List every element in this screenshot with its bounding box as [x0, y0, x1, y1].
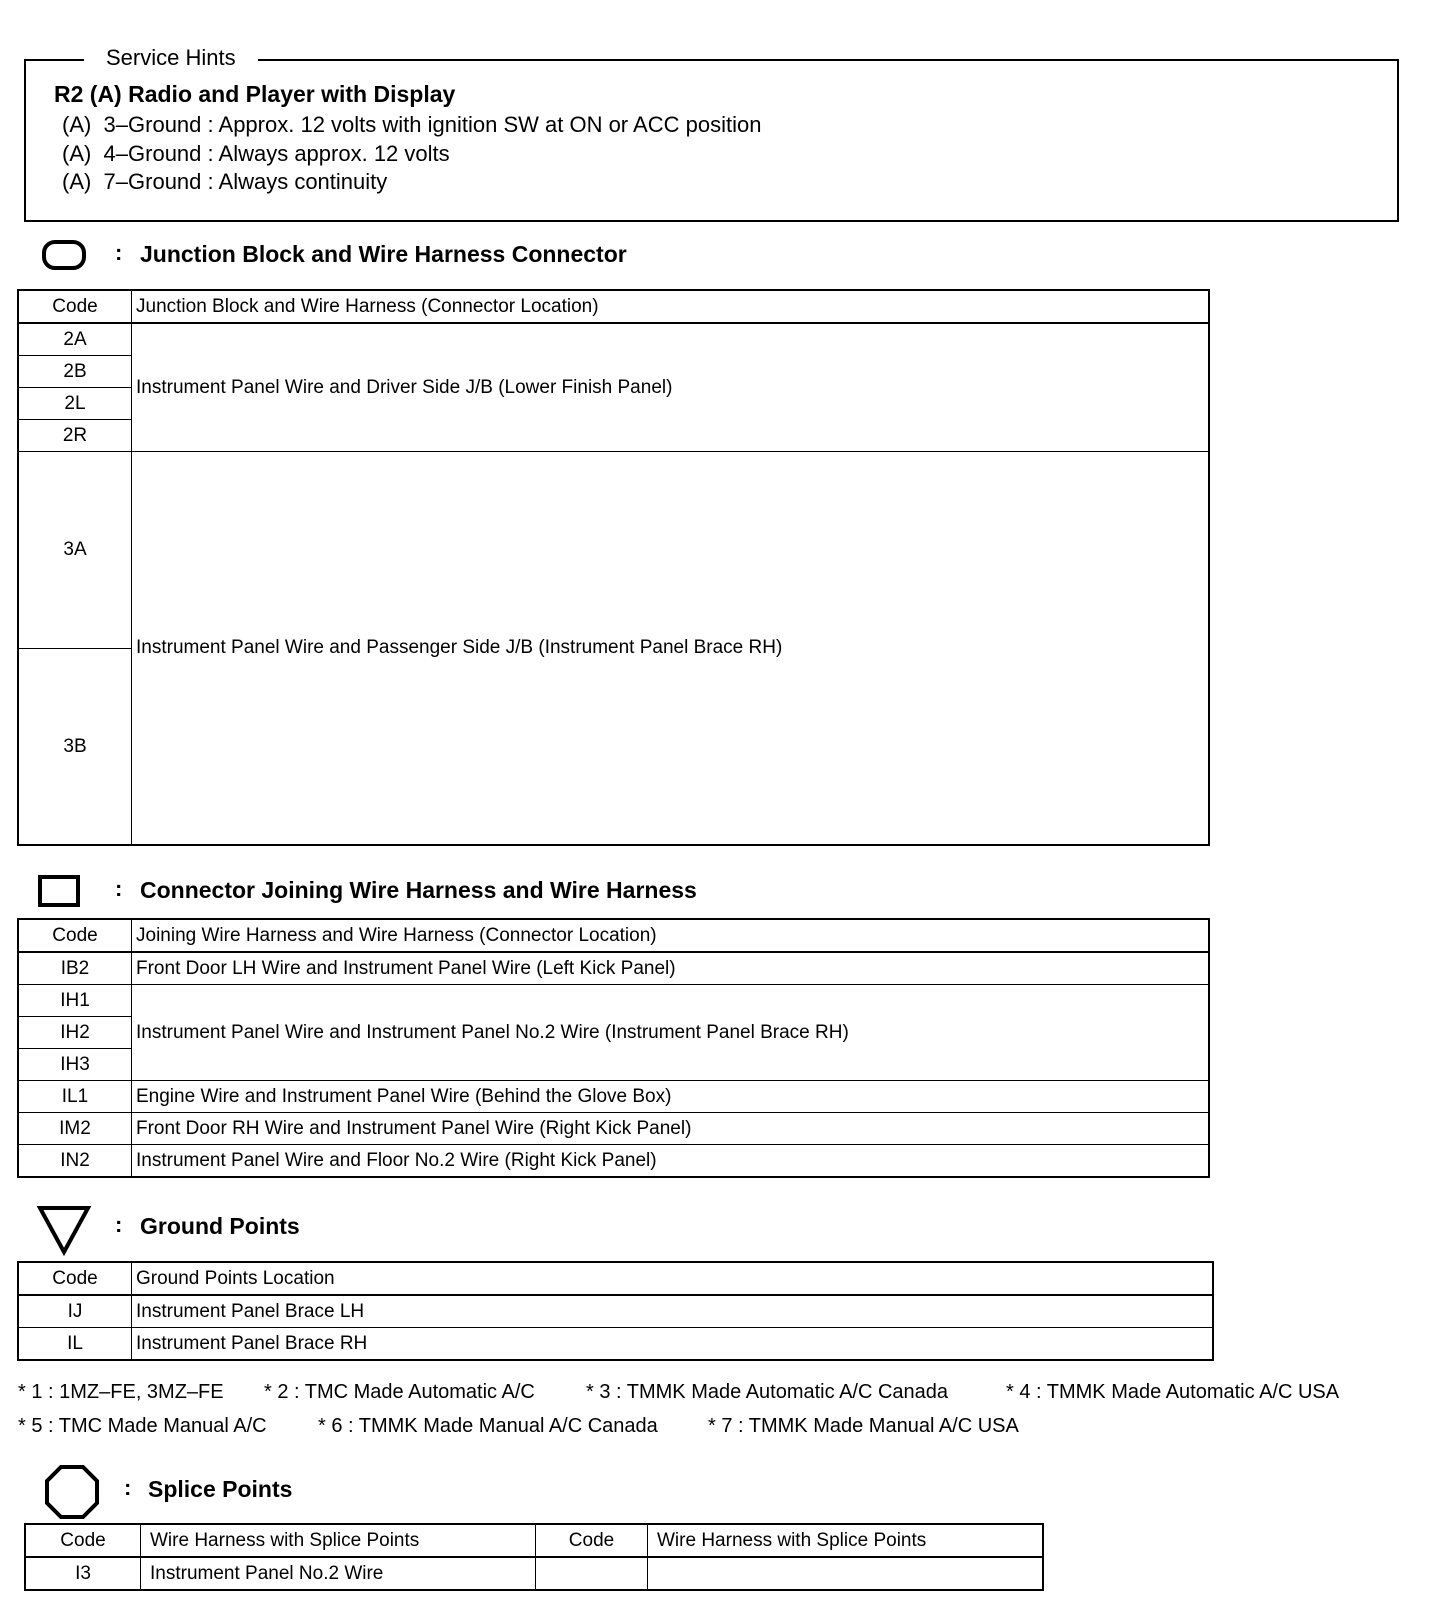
code-cell: IN2 — [19, 1145, 132, 1177]
code-cell: IB2 — [19, 952, 132, 985]
code-cell: IH3 — [19, 1049, 132, 1081]
service-hint-line: (A) 3–Ground : Approx. 12 volts with ignition SW at ON or ACC position — [62, 112, 762, 137]
heading-colon: : — [124, 1475, 132, 1500]
table-header-row — [19, 920, 1209, 953]
code-cell: IJ — [19, 1295, 132, 1328]
heading-colon: : — [115, 240, 123, 265]
header-location: Joining Wire Harness and Wire Harness (Connector Location) — [132, 920, 1209, 953]
code-cell: IL — [19, 1328, 132, 1360]
code-cell — [536, 1557, 648, 1590]
harness-cell — [648, 1557, 1043, 1590]
table-row — [19, 323, 1209, 356]
location-cell: Instrument Panel Wire and Driver Side J/B (Lower Finish Panel) — [132, 323, 1209, 452]
rounded-rectangle-icon — [40, 238, 90, 272]
down-triangle-icon — [36, 1204, 94, 1256]
header-location: Junction Block and Wire Harness (Connector Location) — [132, 291, 1209, 324]
connector-joining-heading: Connector Joining Wire Harness and Wire Harness — [140, 877, 697, 903]
code-cell: IH1 — [19, 985, 132, 1017]
heading-colon: : — [115, 876, 123, 901]
table-row — [19, 452, 1209, 649]
header-code: Code — [26, 1525, 141, 1558]
splice-points-heading: Splice Points — [148, 1476, 293, 1502]
footnote: * 2 : TMC Made Automatic A/C — [264, 1381, 535, 1403]
header-code: Code — [536, 1525, 648, 1558]
location-cell: Instrument Panel Brace RH — [132, 1328, 1213, 1360]
footnote: * 5 : TMC Made Manual A/C — [18, 1415, 267, 1437]
ground-points-heading: Ground Points — [140, 1213, 300, 1239]
connector-joining-table — [18, 919, 1209, 1177]
footnote: * 1 : 1MZ–FE, 3MZ–FE — [18, 1381, 224, 1403]
octagon-icon — [42, 1462, 102, 1522]
code-cell: 2R — [19, 420, 132, 452]
location-cell: Front Door RH Wire and Instrument Panel Wire (Right Kick Panel) — [132, 1113, 1209, 1145]
header-harness: Wire Harness with Splice Points — [648, 1525, 1043, 1558]
table-row — [19, 1113, 1209, 1145]
location-cell: Instrument Panel Brace LH — [132, 1295, 1213, 1328]
table-row — [19, 952, 1209, 985]
code-cell: IH2 — [19, 1017, 132, 1049]
code-cell: I3 — [26, 1557, 141, 1590]
table-row — [19, 1145, 1209, 1177]
table-header-row — [19, 291, 1209, 324]
table-header-row — [19, 1263, 1213, 1296]
header-harness: Wire Harness with Splice Points — [141, 1525, 536, 1558]
junction-block-table — [18, 290, 1209, 845]
service-hints-legend: Service Hints — [84, 44, 258, 72]
code-cell: 3B — [19, 649, 132, 845]
service-hint-line: (A) 4–Ground : Always approx. 12 volts — [62, 141, 450, 166]
header-location: Ground Points Location — [132, 1263, 1213, 1296]
location-cell: Engine Wire and Instrument Panel Wire (Behind the Glove Box) — [132, 1081, 1209, 1113]
location-cell: Instrument Panel Wire and Floor No.2 Wire (Right Kick Panel) — [132, 1145, 1209, 1177]
code-cell: 2A — [19, 323, 132, 356]
table-row — [26, 1557, 1043, 1590]
header-code: Code — [19, 1263, 132, 1296]
location-cell: Instrument Panel Wire and Passenger Side J/B (Instrument Panel Brace RH) — [132, 452, 1209, 845]
location-cell: Instrument Panel Wire and Instrument Panel No.2 Wire (Instrument Panel Brace RH) — [132, 985, 1209, 1081]
code-cell: 2B — [19, 356, 132, 388]
footnote: * 6 : TMMK Made Manual A/C Canada — [318, 1415, 658, 1437]
table-row — [19, 1081, 1209, 1113]
square-icon — [36, 873, 86, 909]
footnote: * 3 : TMMK Made Automatic A/C Canada — [586, 1381, 949, 1403]
code-cell: IM2 — [19, 1113, 132, 1145]
junction-block-heading: Junction Block and Wire Harness Connector — [140, 241, 627, 267]
footnote: * 7 : TMMK Made Manual A/C USA — [708, 1415, 1019, 1437]
table-row — [19, 1295, 1213, 1328]
service-hints-title: R2 (A) Radio and Player with Display — [54, 81, 456, 107]
table-header-row — [26, 1525, 1043, 1558]
code-cell: 3A — [19, 452, 132, 649]
code-cell: 2L — [19, 388, 132, 420]
footnote: * 4 : TMMK Made Automatic A/C USA — [1006, 1381, 1340, 1403]
splice-points-table — [25, 1524, 1043, 1590]
table-row — [19, 985, 1209, 1017]
heading-colon: : — [115, 1212, 123, 1237]
ground-points-table — [18, 1262, 1213, 1360]
header-code: Code — [19, 920, 132, 953]
location-cell: Front Door LH Wire and Instrument Panel Wire (Left Kick Panel) — [132, 952, 1209, 985]
header-code: Code — [19, 291, 132, 324]
service-hint-line: (A) 7–Ground : Always continuity — [62, 169, 388, 194]
table-row — [19, 1328, 1213, 1360]
harness-cell: Instrument Panel No.2 Wire — [141, 1557, 536, 1590]
code-cell: IL1 — [19, 1081, 132, 1113]
